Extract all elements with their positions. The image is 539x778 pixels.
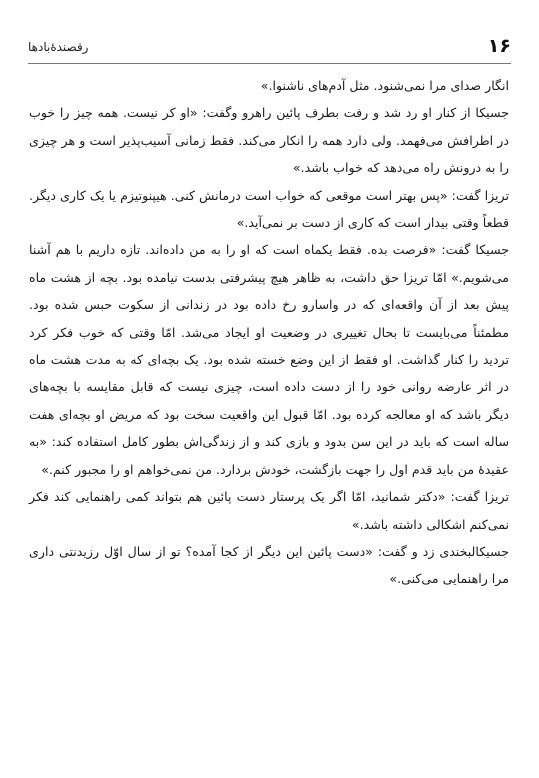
paragraph: انگار صدای مرا نمی‌شنود. مثل آدم‌های ناشنوا.» xyxy=(260,78,509,93)
header-divider xyxy=(28,63,511,64)
running-title: رقصندۀبادها xyxy=(28,40,89,54)
body-text xyxy=(29,72,509,593)
page-header xyxy=(28,30,511,60)
paragraph: جسیکا گفت: «فرصت بده. فقط یکماه است که او را به من داده‌اند. تازه داریم با هم آشنا می‌شویم.» امّا تریزا حق داشت، به ظاهر هیچ پیشرفتی بدست نیامده بود. بچه از هشت ماه پیش بعد از آن واقعه‌ای که در واسارو رخ داده بود در زندانی از سکوت حبس شده بود. مطمئناً می‌بایست تا بحال تغییری در وضعیت او ایجاد می‌شد. امّا وقتی که خوب فکر کرد تردید را کنار گذاشت. او فقط از این وضع خسته شده بود. یک بچه‌ای که به مدت هشت ماه در اثر عارضه روانی خود را از دست داده است، چیزی نیست که قابل مقایسه با بچه‌های دیگر باشد که او معالجه کرده بود. امّا قبول این واقعیت سخت بود که مریض او بچه‌ای هفت ساله است که باید در این سن بدود و بازی کند و از زندگی‌اش بطور کامل استفاده کند: «به عقیدۀ من باید قدم اول را جهت بازگشت، خودش بردارد. من نمی‌خواهم او را مجبور کنم.» xyxy=(29,242,509,477)
paragraph: جسیکا از کنار او رد شد و رفت بطرف پائین راهرو وگفت: «او کر نیست. همه چیز را خوب در اطرافش می‌فهمد. ولی دارد همه را انکار می‌کند. فقط زمانی آسیب‌پذیر است و هر چیزی را به درونش راه می‌دهد که خواب باشد.» xyxy=(29,105,509,176)
paragraph: جسیکالبخندی زد و گفت: «دست پائین این دیگر از کجا آمده؟ تو از سال اوّل رزیدنتی داری مرا راهنمایی می‌کنی.» xyxy=(29,543,509,587)
paragraph: تریزا گفت: «پس بهتر است موقعی که خواب است درمانش کنی. هیپنوتیزم یا یک کاری دیگر. قطعاً وقتی بیدار است که کاری از دست بر نمی‌آید.» xyxy=(29,187,509,231)
page-number: ۱۶ xyxy=(487,35,511,57)
paragraph: تریزا گفت: «دکتر شمانید، امّا اگر یک پرستار دست پائین هم بتواند کمی راهنمایی کند فکر نمی‌کنم اشکالی داشته باشد.» xyxy=(29,489,509,532)
